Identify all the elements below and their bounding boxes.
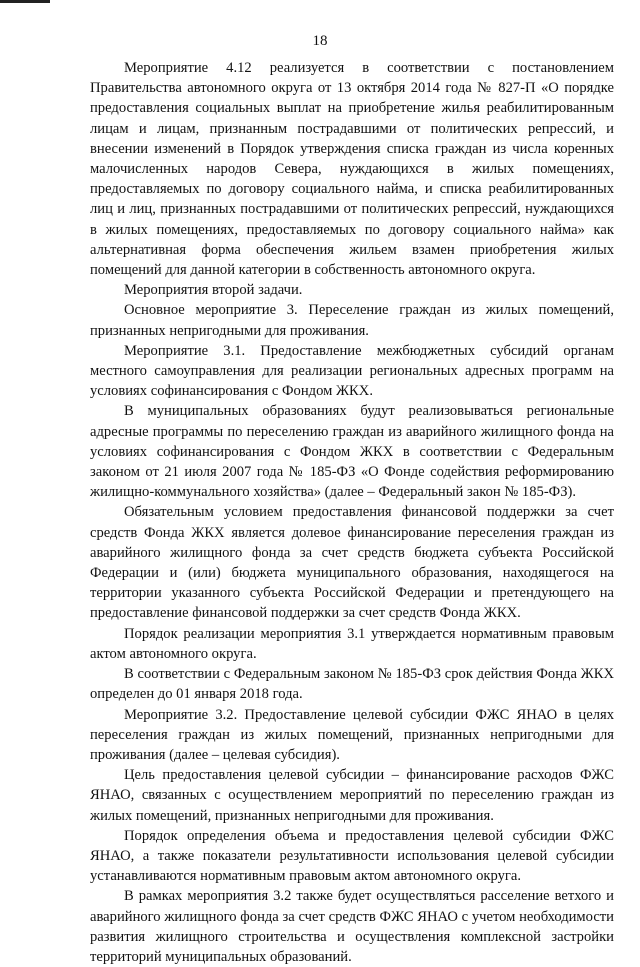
document-body — [90, 58, 614, 967]
paragraph-measure-3-1: Мероприятие 3.1. Предоставление межбюджетных субсидий органам местного самоуправления для реализации региональных адресных программ на условиях софинансирования с Фондом ЖКХ. — [90, 342, 614, 400]
paragraph-measure-3-2: Мероприятие 3.2. Предоставление целевой субсидии ФЖС ЯНАО в целях переселения граждан из жилых помещений, признанных непригодными для проживания (далее – целевая субсидия). — [90, 706, 614, 763]
paragraph-second-task-heading: Мероприятия второй задачи. — [124, 282, 303, 299]
paragraph-measure-4-12: Мероприятие 4.12 реализуется в соответствии с постановлением Правительства автономного округа от 13 октября 2014 года № 827-П «О порядке предоставления социальных выплат на приобретение жилья реабилитированным лицам и лицам, признанным пострадавшими от политических репрессий, и внесении изменений в Порядок утверждения списка граждан из числа коренных малочисленных народов Севера, нуждающихся в жилых помещениях, предоставляемых по договору социального найма, и списка реабилитированных лиц и лиц, признанных пострадавшими от политических репрессий, нуждающихся в жилых помещениях, предоставляемых по договору социального найма» как альтернативная форма обеспечения жильем взамен приобретения жилых помещений для данной категории в собственность автономного округа. — [90, 60, 614, 279]
paragraph-mandatory-condition: Обязательным условием предоставления финансовой поддержки за счет средств Фонда ЖКХ является долевое финансирование переселения граждан из аварийного жилищного фонда за счет средств бюджета субъекта Российской Федерации и (или) бюджета муниципального образования, находящегося на территории указанного субъекта Российской Федерации и претендующего на предоставление финансовой поддержки за счет средств Фонда ЖКХ. — [90, 504, 614, 622]
paragraph-procedure-3-1: Порядок реализации мероприятия 3.1 утверждается нормативным правовым актом автономного округа. — [90, 625, 614, 662]
page-number: 18 — [312, 33, 328, 49]
paragraph-subsidy-goal: Цель предоставления целевой субсидии – финансирование расходов ФЖС ЯНАО, связанных с осуществлением мероприятий по переселению граждан из жилых помещений, признанных непригодными для проживания. — [90, 767, 614, 824]
paragraph-resettlement: В рамках мероприятия 3.2 также будет осуществляться расселение ветхого и аварийного жилищного фонда за счет средств ФЖС ЯНАО с учетом необходимости развития жилищного строительства и осуществления комплексной застройки территорий муниципальных образований. — [90, 888, 614, 965]
paragraph-fund-term: В соответствии с Федеральным законом № 185-ФЗ срок действия Фонда ЖКХ определен до 01 января 2018 года. — [90, 666, 614, 703]
scan-corner-mark — [0, 0, 50, 3]
paragraph-main-measure-3: Основное мероприятие 3. Переселение граждан из жилых помещений, признанных непригодными для проживания. — [90, 302, 614, 339]
paragraph-subsidy-procedure: Порядок определения объема и предоставления целевой субсидии ФЖС ЯНАО, а также показатели результативности использования целевой субсидии устанавливаются нормативным правовым актом автономного округа. — [90, 827, 614, 885]
paragraph-municipal-programs: В муниципальных образованиях будут реализовываться региональные адресные программы по переселению граждан из аварийного жилищного фонда на условиях софинансирования с Фондом ЖКХ в соответствии с Федеральным законом от 21 июля 2007 года № 185-ФЗ «О Фонде содействия реформированию жилищно-коммунального хозяйства» (далее – Федеральный закон № 185-ФЗ). — [90, 403, 614, 501]
